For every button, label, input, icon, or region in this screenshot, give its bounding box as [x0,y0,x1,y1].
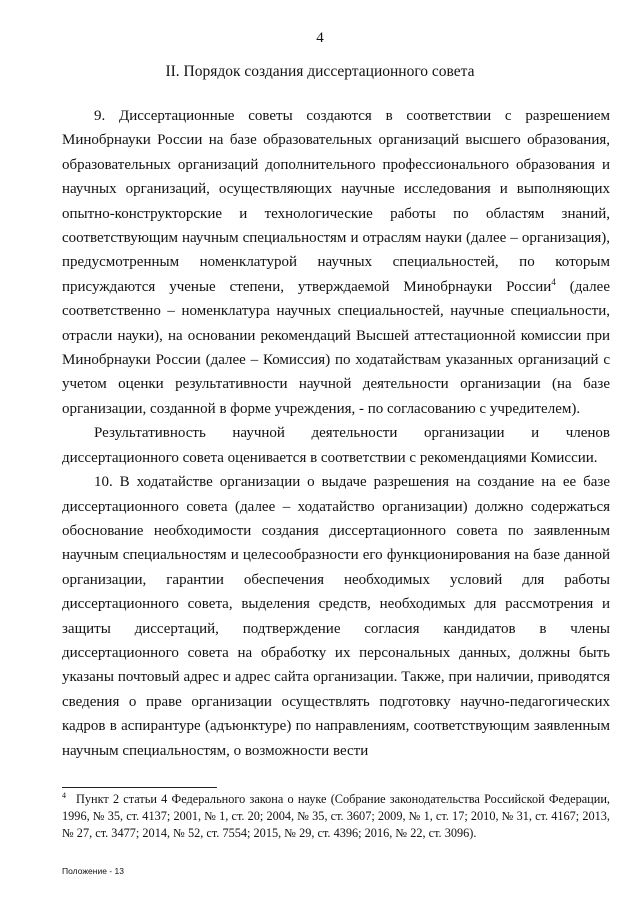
footnote-mark: 4 [62,790,66,800]
paragraph-10: 10. В ходатайстве организации о выдаче разрешения на создание на ее базе диссертационного совета (далее – ходатайство организации) должно содержаться обоснование необходимости создания диссертационного совета по заявленным научным специальностям и целесообразности его функционирования на базе данной организации, гарантии обеспечения необходимых условий для работы диссертационного совета, выделения средств, необходимых для рассмотрения и защиты диссертаций, подтверждение согласия кандидатов в члены диссертационного совета на обработку их персональных данных, должны быть указаны почтовый адрес и адрес сайта организации. Также, при наличии, приводятся сведения о праве организации осуществлять подготовку научно-педагогических кадров в аспирантуре (адъюнктуре) по направлениям, соответствующим заявленным научным специальностям, о возможности вести [62,474,610,759]
footer-label: Положение - 13 [62,866,124,876]
page-number: 4 [316,30,324,46]
paragraph-text: 9. Диссертационные советы создаются в соответствии с разрешением Минобрнауки России на базе образовательных организаций высшего образования, образовательных организаций дополнительного профессионального образования и научных организаций, осуществляющих научные исследования и выполняющих опытно-конструкторские и технологические работы по областям знаний, соответствующим научным специальностям и отраслям науки (далее – организация), предусмотренным номенклатурой научных специальностей, по которым присуждаются ученые степени, утверждаемой Минобрнауки России [62,108,610,295]
footnote [62,791,610,843]
footnote-divider [62,787,217,788]
paragraph-9 [62,104,610,421]
footnote-text: Пункт 2 статьи 4 Федерального закона о науке (Собрание законодательства Российской Федерации, 1996, № 35, ст. 4137; 2001, № 1, ст. 20; 2004, № 35, ст. 3607; 2009, № 1, ст. 17; 2010, № 31, ст. 4167; 2013, № 27, ст. 3477; 2014, № 52, ст. 7554; 2015, № 29, ст. 4396; 2016, № 22, ст. 3096). [62,792,610,841]
body-text [62,104,610,763]
section-title: II. Порядок создания диссертационного совета [165,63,475,80]
footnote-reference: 4 [551,276,556,287]
paragraph-text-continued: (далее соответственно – номенклатура научных специальностей, научные специальности, отрасли науки), на основании рекомендаций Высшей аттестационной комиссии при Минобрнауки России (далее – Комиссия) по ходатайствам указанных организаций с учетом оценки результативности научной деятельности организации (на базе организации, созданной в форме учреждения, - по согласованию с учредителем). [62,278,610,417]
paragraph-results: Результативность научной деятельности организации и членов диссертационного совета оценивается в соответствии с рекомендациями Комиссии. [62,425,610,466]
